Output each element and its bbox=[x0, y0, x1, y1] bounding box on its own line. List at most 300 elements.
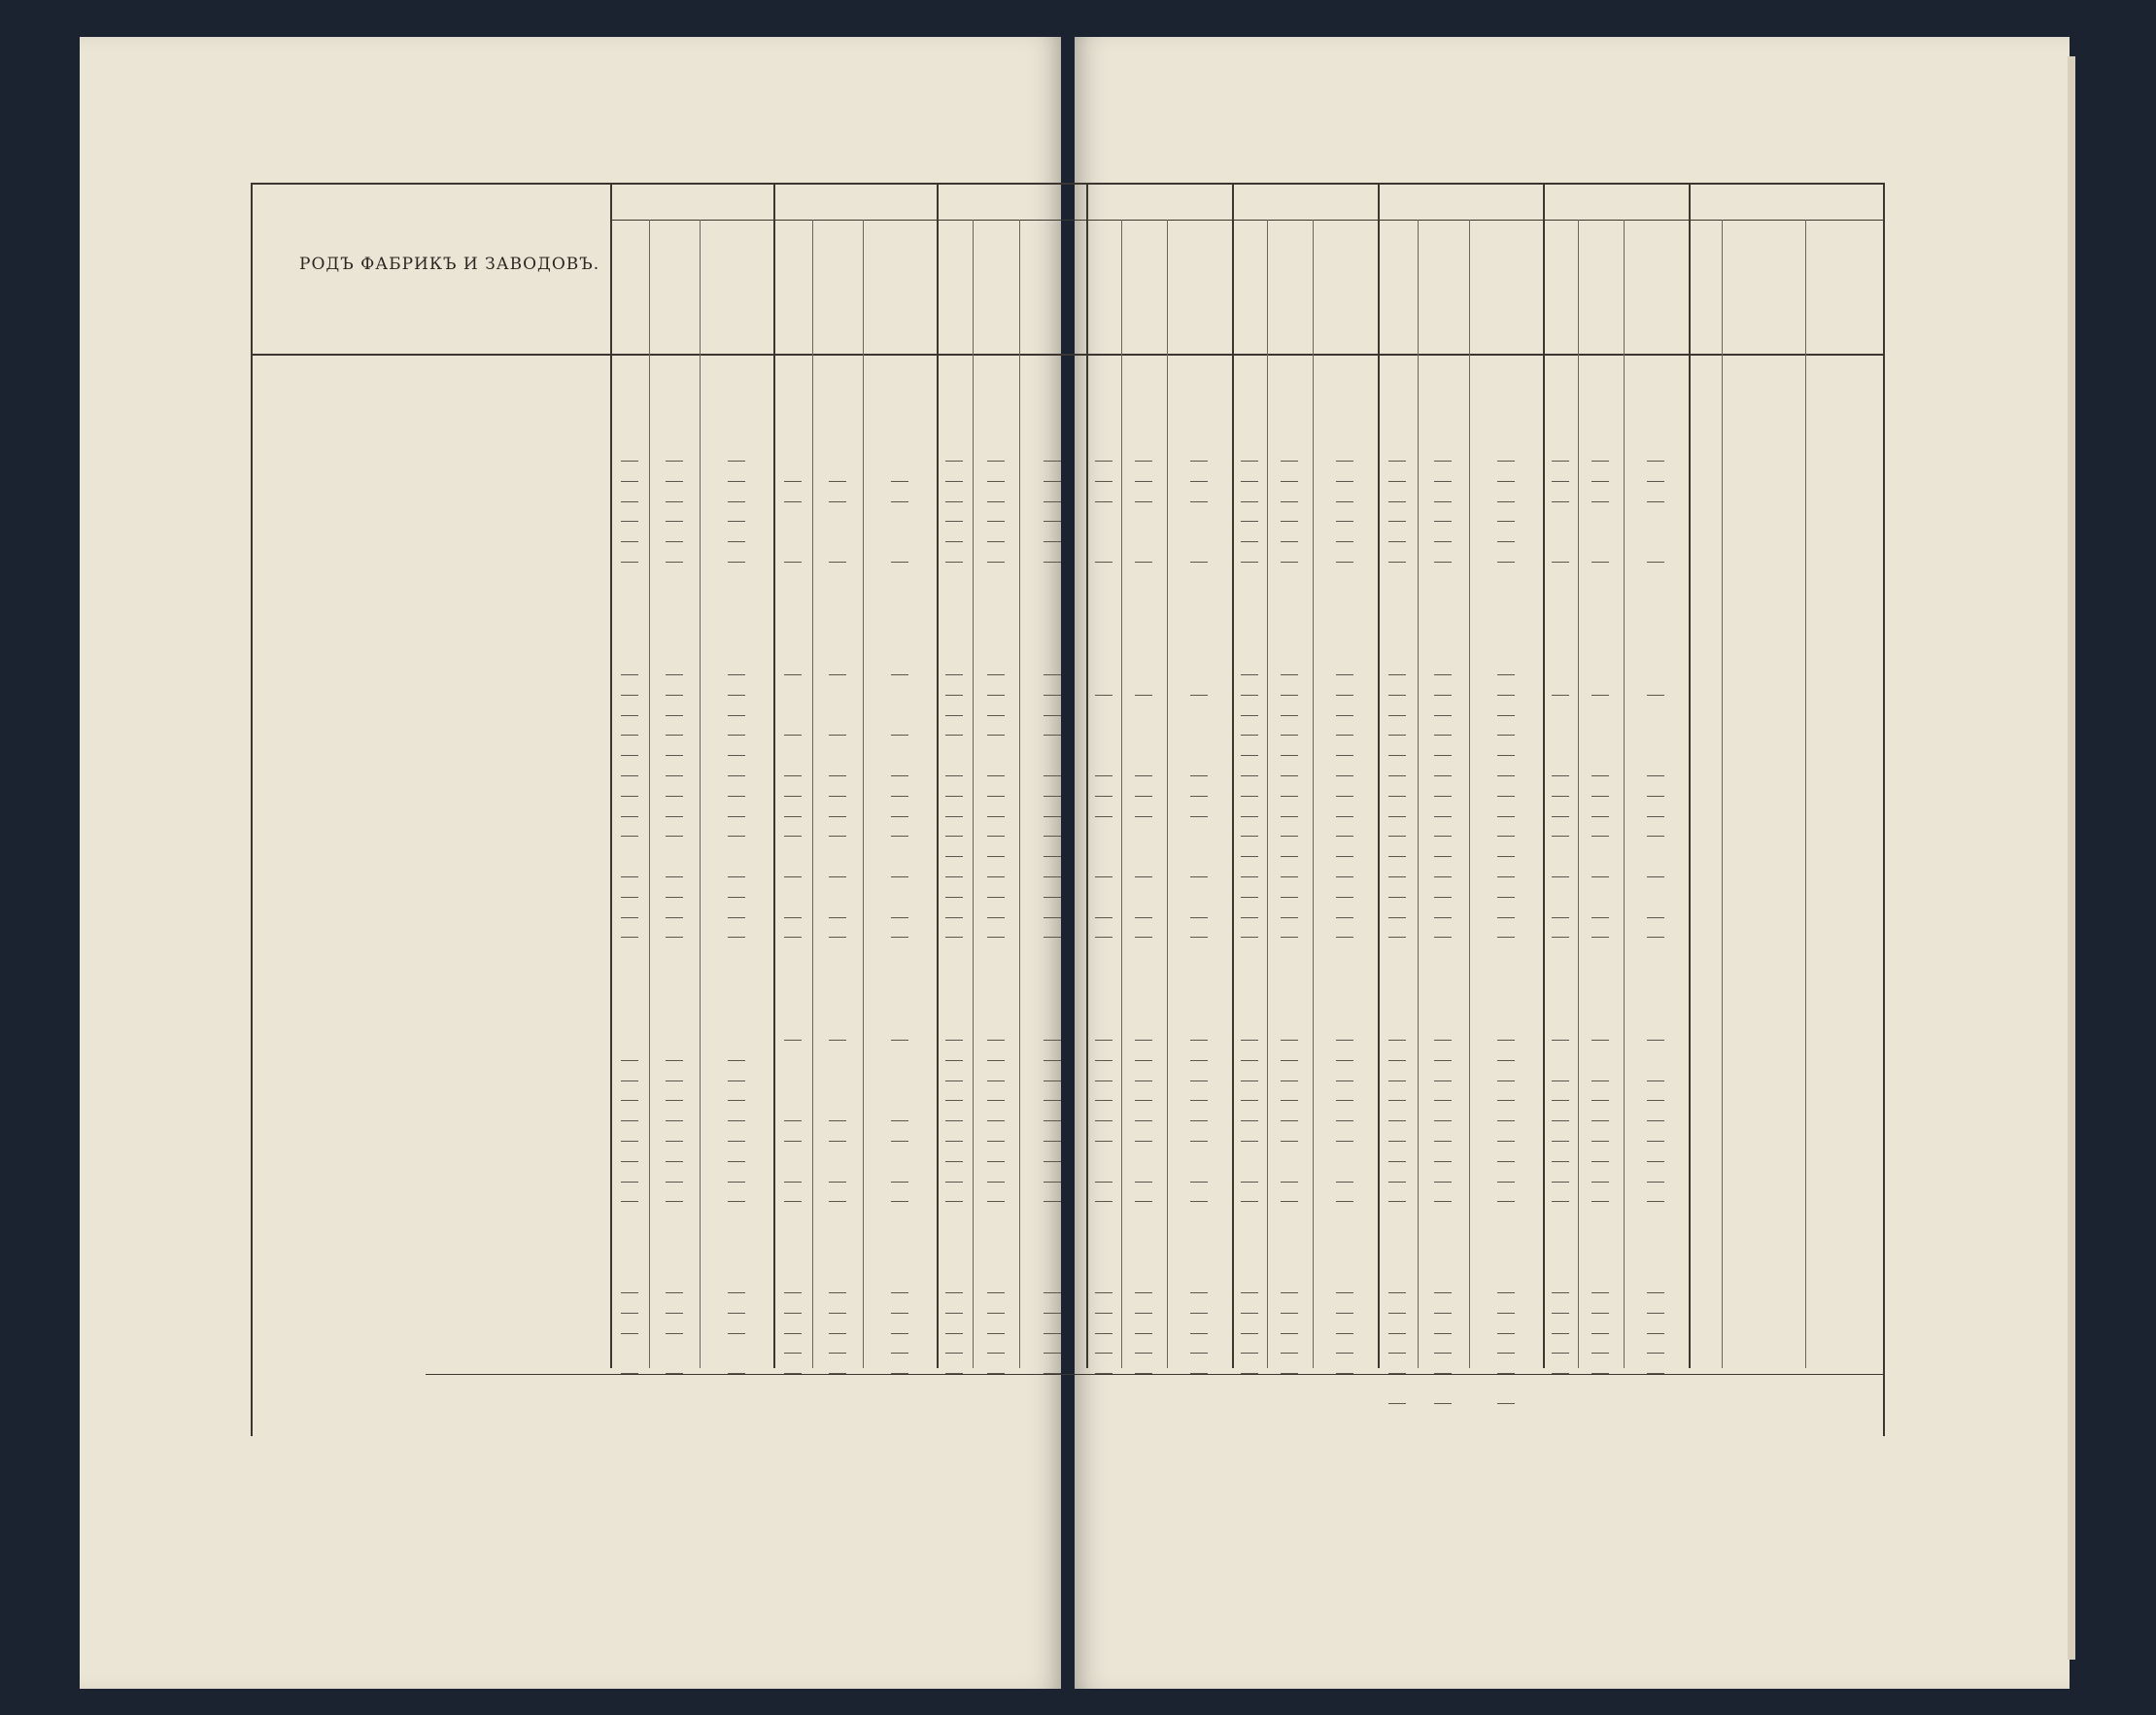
empty-cell-dash bbox=[1647, 481, 1664, 482]
empty-cell-dash bbox=[666, 775, 683, 776]
empty-cell-dash bbox=[1044, 1353, 1061, 1354]
empty-cell-dash bbox=[987, 562, 1005, 563]
column-divider bbox=[649, 220, 650, 1368]
empty-cell-dash bbox=[829, 481, 846, 482]
empty-cell-dash bbox=[1336, 1201, 1353, 1202]
empty-cell-dash bbox=[1095, 775, 1112, 776]
empty-cell-dash bbox=[1044, 674, 1061, 675]
empty-cell-dash bbox=[621, 897, 638, 898]
empty-cell-dash bbox=[1241, 461, 1258, 462]
empty-cell-dash bbox=[1647, 562, 1664, 563]
empty-cell-dash bbox=[829, 1182, 846, 1183]
empty-cell-dash bbox=[1497, 1161, 1515, 1162]
empty-cell-dash bbox=[1135, 1100, 1152, 1101]
empty-cell-dash bbox=[945, 917, 963, 918]
column-subheader bbox=[866, 227, 897, 348]
empty-cell-dash bbox=[784, 481, 802, 482]
empty-cell-dash bbox=[945, 937, 963, 938]
empty-cell-dash bbox=[621, 481, 638, 482]
empty-cell-dash bbox=[1095, 816, 1112, 817]
empty-cell-dash bbox=[945, 695, 963, 696]
column-subheader bbox=[1692, 227, 1723, 348]
empty-cell-dash bbox=[1241, 1120, 1258, 1121]
empty-cell-dash bbox=[1241, 1333, 1258, 1334]
empty-cell-dash bbox=[1044, 1120, 1061, 1121]
empty-cell-dash bbox=[784, 796, 802, 797]
empty-cell-dash bbox=[829, 876, 846, 877]
empty-cell-dash bbox=[1552, 1353, 1569, 1354]
empty-cell-dash bbox=[1241, 481, 1258, 482]
empty-cell-dash bbox=[1388, 856, 1406, 857]
empty-cell-dash bbox=[1190, 501, 1208, 502]
empty-cell-dash bbox=[728, 917, 745, 918]
empty-cell-dash bbox=[1591, 1161, 1609, 1162]
empty-cell-dash bbox=[666, 1161, 683, 1162]
column-divider bbox=[1722, 220, 1723, 1368]
empty-cell-dash bbox=[1336, 562, 1353, 563]
empty-cell-dash bbox=[1388, 1161, 1406, 1162]
empty-cell-dash bbox=[1190, 1182, 1208, 1183]
column-subheader bbox=[613, 227, 644, 348]
empty-cell-dash bbox=[728, 562, 745, 563]
empty-cell-dash bbox=[784, 1333, 802, 1334]
empty-cell-dash bbox=[1434, 481, 1452, 482]
empty-cell-dash bbox=[987, 836, 1005, 837]
empty-cell-dash bbox=[1135, 1201, 1152, 1202]
empty-cell-dash bbox=[1388, 481, 1406, 482]
empty-cell-dash bbox=[1552, 695, 1569, 696]
empty-cell-dash bbox=[1434, 461, 1452, 462]
empty-cell-dash bbox=[1591, 1292, 1609, 1293]
empty-cell-dash bbox=[1434, 1201, 1452, 1202]
empty-cell-dash bbox=[987, 735, 1005, 736]
empty-cell-dash bbox=[728, 1182, 745, 1183]
empty-cell-dash bbox=[1281, 1182, 1298, 1183]
empty-cell-dash bbox=[1281, 1080, 1298, 1081]
empty-cell-dash bbox=[1135, 937, 1152, 938]
empty-cell-dash bbox=[1336, 735, 1353, 736]
empty-cell-dash bbox=[1591, 1120, 1609, 1121]
empty-cell-dash bbox=[829, 1313, 846, 1314]
empty-cell-dash bbox=[1044, 562, 1061, 563]
empty-cell-dash bbox=[784, 775, 802, 776]
empty-cell-dash bbox=[829, 1141, 846, 1142]
empty-cell-dash bbox=[1044, 816, 1061, 817]
empty-cell-dash bbox=[1336, 1120, 1353, 1121]
empty-cell-dash bbox=[1497, 897, 1515, 898]
empty-cell-dash bbox=[1552, 816, 1569, 817]
empty-cell-dash bbox=[1497, 1080, 1515, 1081]
empty-cell-dash bbox=[1135, 796, 1152, 797]
empty-cell-dash bbox=[891, 674, 908, 675]
empty-cell-dash bbox=[1336, 816, 1353, 817]
empty-cell-dash bbox=[1095, 1201, 1112, 1202]
empty-cell-dash bbox=[1095, 1080, 1112, 1081]
empty-cell-dash bbox=[1044, 461, 1061, 462]
empty-cell-dash bbox=[891, 1040, 908, 1041]
empty-cell-dash bbox=[1591, 695, 1609, 696]
empty-cell-dash bbox=[1434, 1161, 1452, 1162]
empty-cell-dash bbox=[1591, 836, 1609, 837]
empty-cell-dash bbox=[728, 674, 745, 675]
empty-cell-dash bbox=[1497, 521, 1515, 522]
column-subheader bbox=[815, 227, 846, 348]
empty-cell-dash bbox=[1434, 937, 1452, 938]
empty-cell-dash bbox=[1388, 937, 1406, 938]
empty-cell-dash bbox=[1336, 501, 1353, 502]
empty-cell-dash bbox=[987, 1313, 1005, 1314]
column-subheader bbox=[1089, 227, 1120, 348]
empty-cell-dash bbox=[1336, 674, 1353, 675]
empty-cell-dash bbox=[891, 775, 908, 776]
empty-cell-dash bbox=[1388, 735, 1406, 736]
empty-cell-dash bbox=[1095, 501, 1112, 502]
group-divider bbox=[1543, 183, 1545, 1368]
column-divider bbox=[1167, 220, 1168, 1368]
empty-cell-dash bbox=[621, 715, 638, 716]
empty-cell-dash bbox=[1281, 937, 1298, 938]
empty-cell-dash bbox=[987, 897, 1005, 898]
empty-cell-dash bbox=[1647, 1100, 1664, 1101]
empty-cell-dash bbox=[1281, 1040, 1298, 1041]
empty-cell-dash bbox=[1552, 917, 1569, 918]
empty-cell-dash bbox=[1281, 1201, 1298, 1202]
empty-cell-dash bbox=[1388, 775, 1406, 776]
empty-cell-dash bbox=[1552, 1161, 1569, 1162]
empty-cell-dash bbox=[1434, 1060, 1452, 1061]
empty-cell-dash bbox=[1552, 1141, 1569, 1142]
empty-cell-dash bbox=[621, 562, 638, 563]
empty-cell-dash bbox=[945, 735, 963, 736]
empty-cell-dash bbox=[945, 461, 963, 462]
empty-cell-dash bbox=[621, 1201, 638, 1202]
group-divider bbox=[1378, 183, 1380, 1368]
empty-cell-dash bbox=[1241, 816, 1258, 817]
empty-cell-dash bbox=[621, 775, 638, 776]
empty-cell-dash bbox=[1552, 876, 1569, 877]
empty-cell-dash bbox=[1388, 876, 1406, 877]
empty-cell-dash bbox=[1336, 541, 1353, 542]
empty-cell-dash bbox=[829, 1353, 846, 1354]
empty-cell-dash bbox=[945, 674, 963, 675]
empty-cell-dash bbox=[1336, 796, 1353, 797]
empty-cell-dash bbox=[1552, 836, 1569, 837]
empty-cell-dash bbox=[1095, 796, 1112, 797]
empty-cell-dash bbox=[1241, 735, 1258, 736]
empty-cell-dash bbox=[987, 775, 1005, 776]
empty-cell-dash bbox=[621, 1100, 638, 1101]
empty-cell-dash bbox=[1434, 1403, 1452, 1404]
empty-cell-dash bbox=[1647, 876, 1664, 877]
empty-cell-dash bbox=[891, 937, 908, 938]
empty-cell-dash bbox=[1497, 1313, 1515, 1314]
empty-cell-dash bbox=[945, 1080, 963, 1081]
column-divider bbox=[1805, 220, 1806, 1368]
empty-cell-dash bbox=[1241, 541, 1258, 542]
empty-cell-dash bbox=[1434, 775, 1452, 776]
empty-cell-dash bbox=[891, 735, 908, 736]
empty-cell-dash bbox=[784, 1313, 802, 1314]
column-divider bbox=[1121, 220, 1122, 1368]
group-divider bbox=[1086, 183, 1088, 1368]
empty-cell-dash bbox=[728, 1333, 745, 1334]
empty-cell-dash bbox=[1095, 481, 1112, 482]
column-divider bbox=[1469, 220, 1470, 1368]
empty-cell-dash bbox=[1135, 1292, 1152, 1293]
empty-cell-dash bbox=[666, 695, 683, 696]
empty-cell-dash bbox=[1497, 1292, 1515, 1293]
empty-cell-dash bbox=[1497, 481, 1515, 482]
empty-cell-dash bbox=[1044, 856, 1061, 857]
empty-cell-dash bbox=[1241, 937, 1258, 938]
empty-cell-dash bbox=[1388, 1060, 1406, 1061]
empty-cell-dash bbox=[1336, 1141, 1353, 1142]
empty-cell-dash bbox=[1647, 917, 1664, 918]
empty-cell-dash bbox=[1434, 1333, 1452, 1334]
empty-cell-dash bbox=[666, 1313, 683, 1314]
empty-cell-dash bbox=[891, 816, 908, 817]
empty-cell-dash bbox=[1552, 1333, 1569, 1334]
empty-cell-dash bbox=[1497, 1353, 1515, 1354]
empty-cell-dash bbox=[621, 816, 638, 817]
page-edge bbox=[2068, 56, 2075, 1660]
empty-cell-dash bbox=[1190, 1141, 1208, 1142]
column-subheader bbox=[1472, 227, 1503, 348]
empty-cell-dash bbox=[666, 1120, 683, 1121]
empty-cell-dash bbox=[1044, 937, 1061, 938]
empty-cell-dash bbox=[728, 461, 745, 462]
column-subheader bbox=[975, 227, 1007, 348]
group-divider bbox=[610, 183, 612, 1368]
empty-cell-dash bbox=[1241, 755, 1258, 756]
empty-cell-dash bbox=[945, 1100, 963, 1101]
empty-cell-dash bbox=[829, 796, 846, 797]
empty-cell-dash bbox=[1135, 775, 1152, 776]
column-subheader bbox=[1546, 227, 1577, 348]
empty-cell-dash bbox=[1388, 1141, 1406, 1142]
empty-cell-dash bbox=[1388, 1403, 1406, 1404]
empty-cell-dash bbox=[1388, 674, 1406, 675]
empty-cell-dash bbox=[728, 1060, 745, 1061]
empty-cell-dash bbox=[987, 816, 1005, 817]
empty-cell-dash bbox=[666, 755, 683, 756]
empty-cell-dash bbox=[1095, 562, 1112, 563]
empty-cell-dash bbox=[1281, 461, 1298, 462]
empty-cell-dash bbox=[945, 521, 963, 522]
column-divider bbox=[1313, 220, 1314, 1368]
empty-cell-dash bbox=[987, 1333, 1005, 1334]
empty-cell-dash bbox=[1336, 1060, 1353, 1061]
empty-cell-dash bbox=[1044, 836, 1061, 837]
empty-cell-dash bbox=[1336, 461, 1353, 462]
empty-cell-dash bbox=[945, 1353, 963, 1354]
empty-cell-dash bbox=[1190, 1201, 1208, 1202]
empty-cell-dash bbox=[1388, 897, 1406, 898]
empty-cell-dash bbox=[1434, 816, 1452, 817]
empty-cell-dash bbox=[1281, 674, 1298, 675]
column-subheader bbox=[1581, 227, 1612, 348]
empty-cell-dash bbox=[728, 1201, 745, 1202]
empty-cell-dash bbox=[1434, 1182, 1452, 1183]
empty-cell-dash bbox=[987, 1292, 1005, 1293]
empty-cell-dash bbox=[1336, 695, 1353, 696]
empty-cell-dash bbox=[1591, 1141, 1609, 1142]
empty-cell-dash bbox=[1044, 917, 1061, 918]
empty-cell-dash bbox=[1241, 876, 1258, 877]
empty-cell-dash bbox=[728, 755, 745, 756]
empty-cell-dash bbox=[1095, 937, 1112, 938]
empty-cell-dash bbox=[1095, 1333, 1112, 1334]
row-header-title: РОДЪ ФАБРИКЪ И ЗАВОДОВЪ. bbox=[299, 255, 600, 274]
empty-cell-dash bbox=[945, 1182, 963, 1183]
empty-cell-dash bbox=[728, 796, 745, 797]
empty-cell-dash bbox=[1434, 1040, 1452, 1041]
empty-cell-dash bbox=[621, 1313, 638, 1314]
empty-cell-dash bbox=[1388, 1040, 1406, 1041]
empty-cell-dash bbox=[829, 1333, 846, 1334]
empty-cell-dash bbox=[891, 796, 908, 797]
empty-cell-dash bbox=[1241, 1182, 1258, 1183]
empty-cell-dash bbox=[1647, 796, 1664, 797]
empty-cell-dash bbox=[666, 897, 683, 898]
empty-cell-dash bbox=[1190, 937, 1208, 938]
empty-cell-dash bbox=[1281, 695, 1298, 696]
empty-cell-dash bbox=[1336, 897, 1353, 898]
column-subheader bbox=[1170, 227, 1201, 348]
empty-cell-dash bbox=[987, 521, 1005, 522]
empty-cell-dash bbox=[1135, 1040, 1152, 1041]
empty-cell-dash bbox=[784, 1201, 802, 1202]
empty-cell-dash bbox=[1135, 1333, 1152, 1334]
empty-cell-dash bbox=[621, 836, 638, 837]
empty-cell-dash bbox=[1336, 937, 1353, 938]
empty-cell-dash bbox=[728, 1141, 745, 1142]
empty-cell-dash bbox=[891, 1120, 908, 1121]
header-top-rule bbox=[251, 183, 1883, 185]
column-divider bbox=[1267, 220, 1268, 1368]
empty-cell-dash bbox=[1281, 1120, 1298, 1121]
empty-cell-dash bbox=[1095, 1292, 1112, 1293]
empty-cell-dash bbox=[1190, 1313, 1208, 1314]
empty-cell-dash bbox=[1241, 1353, 1258, 1354]
empty-cell-dash bbox=[621, 674, 638, 675]
empty-cell-dash bbox=[1241, 836, 1258, 837]
empty-cell-dash bbox=[1434, 1120, 1452, 1121]
empty-cell-dash bbox=[1241, 917, 1258, 918]
empty-cell-dash bbox=[1388, 816, 1406, 817]
empty-cell-dash bbox=[1044, 481, 1061, 482]
empty-cell-dash bbox=[1497, 856, 1515, 857]
empty-cell-dash bbox=[987, 917, 1005, 918]
empty-cell-dash bbox=[1281, 1333, 1298, 1334]
empty-cell-dash bbox=[1336, 876, 1353, 877]
empty-cell-dash bbox=[1591, 501, 1609, 502]
empty-cell-dash bbox=[1388, 461, 1406, 462]
empty-cell-dash bbox=[1190, 1040, 1208, 1041]
empty-cell-dash bbox=[1552, 481, 1569, 482]
empty-cell-dash bbox=[1241, 775, 1258, 776]
empty-cell-dash bbox=[1647, 1040, 1664, 1041]
empty-cell-dash bbox=[1552, 1182, 1569, 1183]
empty-cell-dash bbox=[621, 917, 638, 918]
empty-cell-dash bbox=[1190, 695, 1208, 696]
empty-cell-dash bbox=[1497, 836, 1515, 837]
empty-cell-dash bbox=[945, 796, 963, 797]
empty-cell-dash bbox=[1281, 562, 1298, 563]
empty-cell-dash bbox=[891, 876, 908, 877]
empty-cell-dash bbox=[1336, 775, 1353, 776]
empty-cell-dash bbox=[945, 876, 963, 877]
empty-cell-dash bbox=[1591, 876, 1609, 877]
empty-cell-dash bbox=[1497, 1182, 1515, 1183]
empty-cell-dash bbox=[1336, 856, 1353, 857]
empty-cell-dash bbox=[621, 1141, 638, 1142]
empty-cell-dash bbox=[1591, 816, 1609, 817]
empty-cell-dash bbox=[1044, 695, 1061, 696]
column-divider bbox=[700, 220, 701, 1368]
column-subheader bbox=[1808, 227, 1839, 348]
empty-cell-dash bbox=[728, 1120, 745, 1121]
empty-cell-dash bbox=[891, 1333, 908, 1334]
empty-cell-dash bbox=[1281, 1353, 1298, 1354]
empty-cell-dash bbox=[1552, 1313, 1569, 1314]
empty-cell-dash bbox=[1591, 1333, 1609, 1334]
empty-cell-dash bbox=[1434, 1100, 1452, 1101]
empty-cell-dash bbox=[728, 1080, 745, 1081]
empty-cell-dash bbox=[945, 856, 963, 857]
empty-cell-dash bbox=[1497, 755, 1515, 756]
column-subheader bbox=[702, 227, 734, 348]
empty-cell-dash bbox=[1388, 796, 1406, 797]
empty-cell-dash bbox=[1497, 1040, 1515, 1041]
empty-cell-dash bbox=[1336, 1353, 1353, 1354]
empty-cell-dash bbox=[945, 715, 963, 716]
empty-cell-dash bbox=[829, 674, 846, 675]
empty-cell-dash bbox=[945, 1161, 963, 1162]
empty-cell-dash bbox=[1241, 796, 1258, 797]
empty-cell-dash bbox=[987, 1141, 1005, 1142]
empty-cell-dash bbox=[1497, 1333, 1515, 1334]
empty-cell-dash bbox=[1647, 836, 1664, 837]
empty-cell-dash bbox=[987, 1080, 1005, 1081]
empty-cell-dash bbox=[829, 917, 846, 918]
table-left-rule bbox=[251, 183, 253, 1436]
empty-cell-dash bbox=[1135, 816, 1152, 817]
empty-cell-dash bbox=[621, 501, 638, 502]
empty-cell-dash bbox=[1281, 1060, 1298, 1061]
empty-cell-dash bbox=[1135, 1060, 1152, 1061]
empty-cell-dash bbox=[945, 1120, 963, 1121]
empty-cell-dash bbox=[1591, 562, 1609, 563]
empty-cell-dash bbox=[829, 1201, 846, 1202]
empty-cell-dash bbox=[621, 937, 638, 938]
empty-cell-dash bbox=[1241, 674, 1258, 675]
empty-cell-dash bbox=[987, 1353, 1005, 1354]
empty-cell-dash bbox=[1552, 937, 1569, 938]
empty-cell-dash bbox=[1336, 481, 1353, 482]
empty-cell-dash bbox=[1281, 796, 1298, 797]
empty-cell-dash bbox=[1434, 562, 1452, 563]
empty-cell-dash bbox=[1241, 1141, 1258, 1142]
empty-cell-dash bbox=[829, 1292, 846, 1293]
empty-cell-dash bbox=[1497, 1403, 1515, 1404]
empty-cell-dash bbox=[1591, 481, 1609, 482]
empty-cell-dash bbox=[1647, 1120, 1664, 1121]
empty-cell-dash bbox=[1434, 876, 1452, 877]
column-divider bbox=[1019, 220, 1020, 1368]
empty-cell-dash bbox=[1497, 796, 1515, 797]
empty-cell-dash bbox=[1647, 937, 1664, 938]
